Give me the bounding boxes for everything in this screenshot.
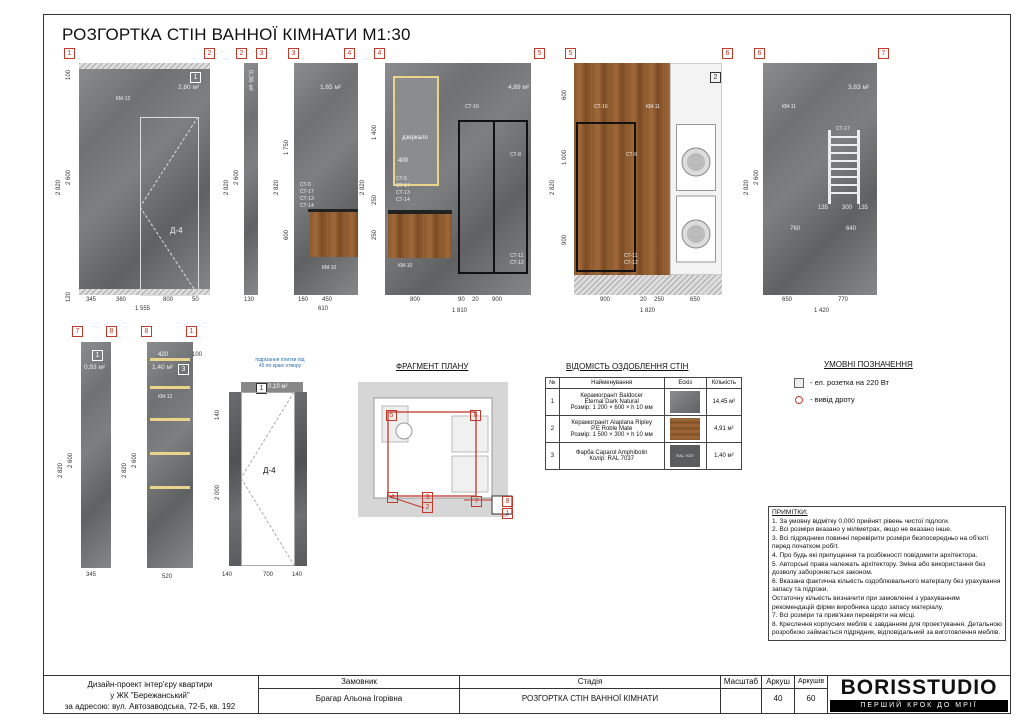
dim-detail: 420 [158,352,169,358]
fixture-label: СТ-16 [465,104,479,110]
area-label: 1,65 м² [320,84,342,91]
plan-marker: 5 [386,410,397,421]
dim-height: 2 600 [132,452,138,468]
fixture-label: СТ-17 [836,126,850,132]
table-row [546,389,742,416]
row-qty: 14,45 м² [706,389,741,416]
marker-badge: 4 [374,48,385,59]
dim-height: 2 600 [754,169,760,185]
marker-badge: 7 [878,48,889,59]
dim-height: 250 [372,229,378,240]
wall-tag: 1 [190,72,201,83]
fixture-label: СТ-17 [300,189,314,195]
dim-width: 770 [838,297,849,303]
fixture-label: КМ-10 [398,263,413,269]
area-label: 2,80 м² [178,84,200,91]
dim-height: 2 820 [274,179,280,195]
row-name: Фарба Caparol Amphibolin Колір: RAL 7037 [559,443,664,470]
fixture-label: СТ-5 [396,176,407,182]
socket-icon [794,378,804,388]
row-number: 2 [546,416,560,443]
plan-title: ФРАГМЕНТ ПЛАНУ [396,362,469,371]
fixture-label: СТ-5 [300,182,311,188]
finishes-table [545,377,742,470]
washing-machine-icon [676,124,716,264]
area-label: 0,10 м² [268,384,288,390]
fixture-label: СТ-17 [396,183,410,189]
marker-badge: 4 [344,48,355,59]
dim-height: 2 000 [215,484,221,500]
wall-tag: 3 [178,364,189,375]
customer-name: Брагар Альона Ігорівна [315,694,403,703]
row-name: Керамограніт Baldocer Eternal Dark Natural Розмір: 1 200 × 600 × h 10 мм [559,389,664,416]
dim-width: 140 [292,572,303,578]
area-label: 0,36 м² [247,70,254,92]
row-qty: 4,91 м² [706,416,741,443]
dim-width: 900 [600,297,611,303]
plan-marker: 8 [502,496,513,507]
dim-total: 610 [318,306,329,312]
notes-box [768,506,1006,641]
sheets-total: 60 [806,694,816,703]
page-title: РОЗГОРТКА СТІН ВАННОЇ КІМНАТИ М1:30 [62,25,411,44]
title-block [44,675,1010,714]
dim-height: 2 820 [58,462,64,478]
fixture-label: СТ-16 [594,104,608,110]
dim-height: 2 820 [744,179,750,195]
dim-width: 450 [322,297,333,303]
slogan: ПЕРШИЙ КРОК ДО МРІЇ [830,700,1008,712]
marker-badge: 7 [72,326,83,337]
fixture-label: СТ-12 [510,260,524,266]
col-header: Кількість [706,378,741,389]
dim-height: 1 400 [372,124,378,140]
sheets-header: Аркушів [795,676,827,689]
dim-height: 600 [562,89,568,100]
dim-width: 160 [298,297,309,303]
dim-width: 140 [222,572,233,578]
finishes-title: ВІДОМІСТЬ ОЗДОБЛЕННЯ СТІН [566,362,689,371]
dim-width: 130 [244,297,255,303]
dim-width: 700 [263,572,274,578]
area-label: 0,93 м² [84,364,106,371]
dim-detail: 135 [858,205,869,211]
note-cut: підрізання плитки під 45 по краю отвору [255,357,305,369]
note-line: 4. Про будь які припущення та розбіжності повідомити архітектора. [772,551,978,559]
fixture-label: СТ-13 [300,196,314,202]
area-label: 3,83 м² [848,84,870,91]
wall-tag: 1 [92,350,103,361]
dim-width: 900 [492,297,503,303]
marker-badge: 8 [106,326,117,337]
row-qty: 1,40 м² [706,443,741,470]
dim-total: 1 820 [640,308,656,314]
row-sample [664,416,706,443]
dim-detail: 760 [790,226,801,232]
mirror-label: дзеркало [402,135,428,141]
towel-rail-icon [826,130,862,204]
dim-mirror: 400 [398,158,409,164]
dim-height: 2 820 [122,462,128,478]
legend-title: УМОВНІ ПОЗНАЧЕННЯ [824,360,913,369]
dim-width: 90 [458,297,465,303]
dim-width: 345 [86,297,97,303]
dim-width: 50 [192,297,199,303]
dim-height: 250 [372,194,378,205]
marker-badge: 1 [186,326,197,337]
dim-height: 1 750 [284,139,290,155]
dim-total: 1 420 [814,308,830,314]
wall-tag: 1 [256,383,267,394]
table-row [546,416,742,443]
door-label: Д-4 [263,466,276,475]
door-label: Д-4 [170,226,183,235]
fixture-label: КМ-10 [322,265,337,271]
door-opening [241,392,295,566]
fixture-label: СТ-14 [396,197,410,203]
dim-height: 2 820 [56,179,62,195]
note-line: Остаточну кількість визначити при замовленні з урахуванням рекомендацій фірми виробника щодо запасу матеріалу. [772,594,960,611]
dim-total: 1 555 [135,306,151,312]
dim-height: 2 600 [234,169,240,185]
note-line: 3. Всі підрядники повинні перевірити розміри безпосередньо на об'єкті перед початком робіт. [772,534,989,551]
dim-width: 800 [163,297,174,303]
notes-title: ПРИМІТКИ: [772,509,808,516]
plan-marker: 1 [502,508,513,519]
note-line: 5. Авторські права належать архітектору. Зміна або використання без дозволу забороняється законом. [772,560,986,577]
dim-width: 520 [162,574,173,580]
legend-item: - вивід дроту [810,395,855,404]
marker-badge: 5 [565,48,576,59]
dim-width: 345 [86,572,97,578]
wire-outlet-icon [795,396,803,404]
floor-plan [352,376,520,524]
plan-marker: 3 [422,492,433,503]
area-label: 4,89 м² [508,84,530,91]
note-line: 6. Вказана фактична кількість оздоблювального матеріалу без урахування запасу та підрізки. [772,577,1001,594]
dim-height: 900 [562,234,568,245]
dim-detail: 300 [842,205,853,211]
project-info: Дизайн-проект інтер'єру квартири у ЖК "Бережанський" за адресою: вул. Автозаводська, 72-Б, кв. 192 [64,680,236,711]
fixture-label: СТ-14 [300,203,314,209]
customer-header: Замовник [259,676,459,689]
fixture-label: СТ-12 [624,260,638,266]
row-number: 3 [546,443,560,470]
row-name: Керамограніт Alaplana Ripley P.E Roble Mate Розмір: 1 500 × 300 × h 10 мм [559,416,664,443]
dim-height: 1 000 [562,149,568,165]
dim-height: 2 600 [68,452,74,468]
row-sample [664,389,706,416]
area-label: 1,40 м² [152,364,174,371]
dim-width: 800 [410,297,421,303]
dim-width: 20 [472,297,479,303]
dim-height: 100 [66,69,72,80]
marker-badge: 3 [288,48,299,59]
mirror [393,76,439,186]
fixture-label: СТ-11 [510,253,524,259]
note-line: 8. Креслення корпусних меблів є завданням для проектування. Детальною розробкою займається підрядник, відповідальний за виготовлення меблів. [772,620,1002,637]
dim-width: 20 [640,297,647,303]
sheet-header: Аркуш [762,676,794,689]
marker-badge: 1 [64,48,75,59]
fixture-label: СТ-8 [626,152,637,158]
marker-badge: 5 [534,48,545,59]
marker-badge: 6 [754,48,765,59]
dim-height: 2 820 [224,179,230,195]
legend-item: - ел. розетка на 220 Вт [810,378,889,387]
note-line: 1. За умовну відмітку 0,000 прийнят рівень чистої підлоги. [772,517,950,525]
col-header: Найменування [559,378,664,389]
marker-badge: 2 [236,48,247,59]
row-sample: RAL 7037 [664,443,706,470]
tile-label: КМ-12 [116,96,131,102]
marker-badge: 6 [722,48,733,59]
dim-detail: 100 [192,352,203,358]
row-number: 1 [546,389,560,416]
fixture-label: КМ-11 [782,104,796,110]
scale-header: Масштаб [721,676,761,689]
dim-height: 2 820 [550,179,556,195]
plan-marker: 2 [422,502,433,513]
tile-label: КМ-12 [158,394,173,400]
fixture-label: КМ-11 [646,104,660,110]
dim-height: 2 600 [66,169,72,185]
dim-height: 600 [284,229,290,240]
wall-tag: 2 [710,72,721,83]
fixture-label: СТ-11 [624,253,638,259]
note-line: 7. Всі розміри та прив'язки перевіряти на місці. [772,612,916,620]
dim-total: 1 810 [452,308,468,314]
sheet-number: 40 [773,694,783,703]
door-outline [140,117,200,297]
col-header: № [546,378,560,389]
plan-marker: 7 [471,496,482,507]
stage-name: РОЗГОРТКА СТІН ВАННОЇ КІМНАТИ [521,694,659,703]
logo: BORISSTUDIO [840,676,998,699]
fixture-label: СТ-13 [396,190,410,196]
dim-height: 120 [66,291,72,302]
dim-width: 650 [690,297,701,303]
dim-detail: 640 [846,226,857,232]
table-row [546,443,742,470]
dim-detail: 135 [818,205,829,211]
fixture-label: СТ-8 [510,152,521,158]
marker-badge: 8 [141,326,152,337]
stage-header: Стадія [460,676,720,689]
plan-marker: 4 [387,492,398,503]
marker-badge: 3 [256,48,267,59]
dim-top: 140 [215,409,221,420]
note-line: 2. Всі розміри вказано у міліметрах, якщо не вказано інше. [772,526,952,534]
marker-badge: 2 [204,48,215,59]
dim-width: 360 [116,297,127,303]
dim-height: 2 820 [360,179,366,195]
col-header: Ескіз [664,378,706,389]
dim-width: 250 [654,297,665,303]
plan-marker: 6 [470,410,481,421]
dim-width: 650 [782,297,793,303]
